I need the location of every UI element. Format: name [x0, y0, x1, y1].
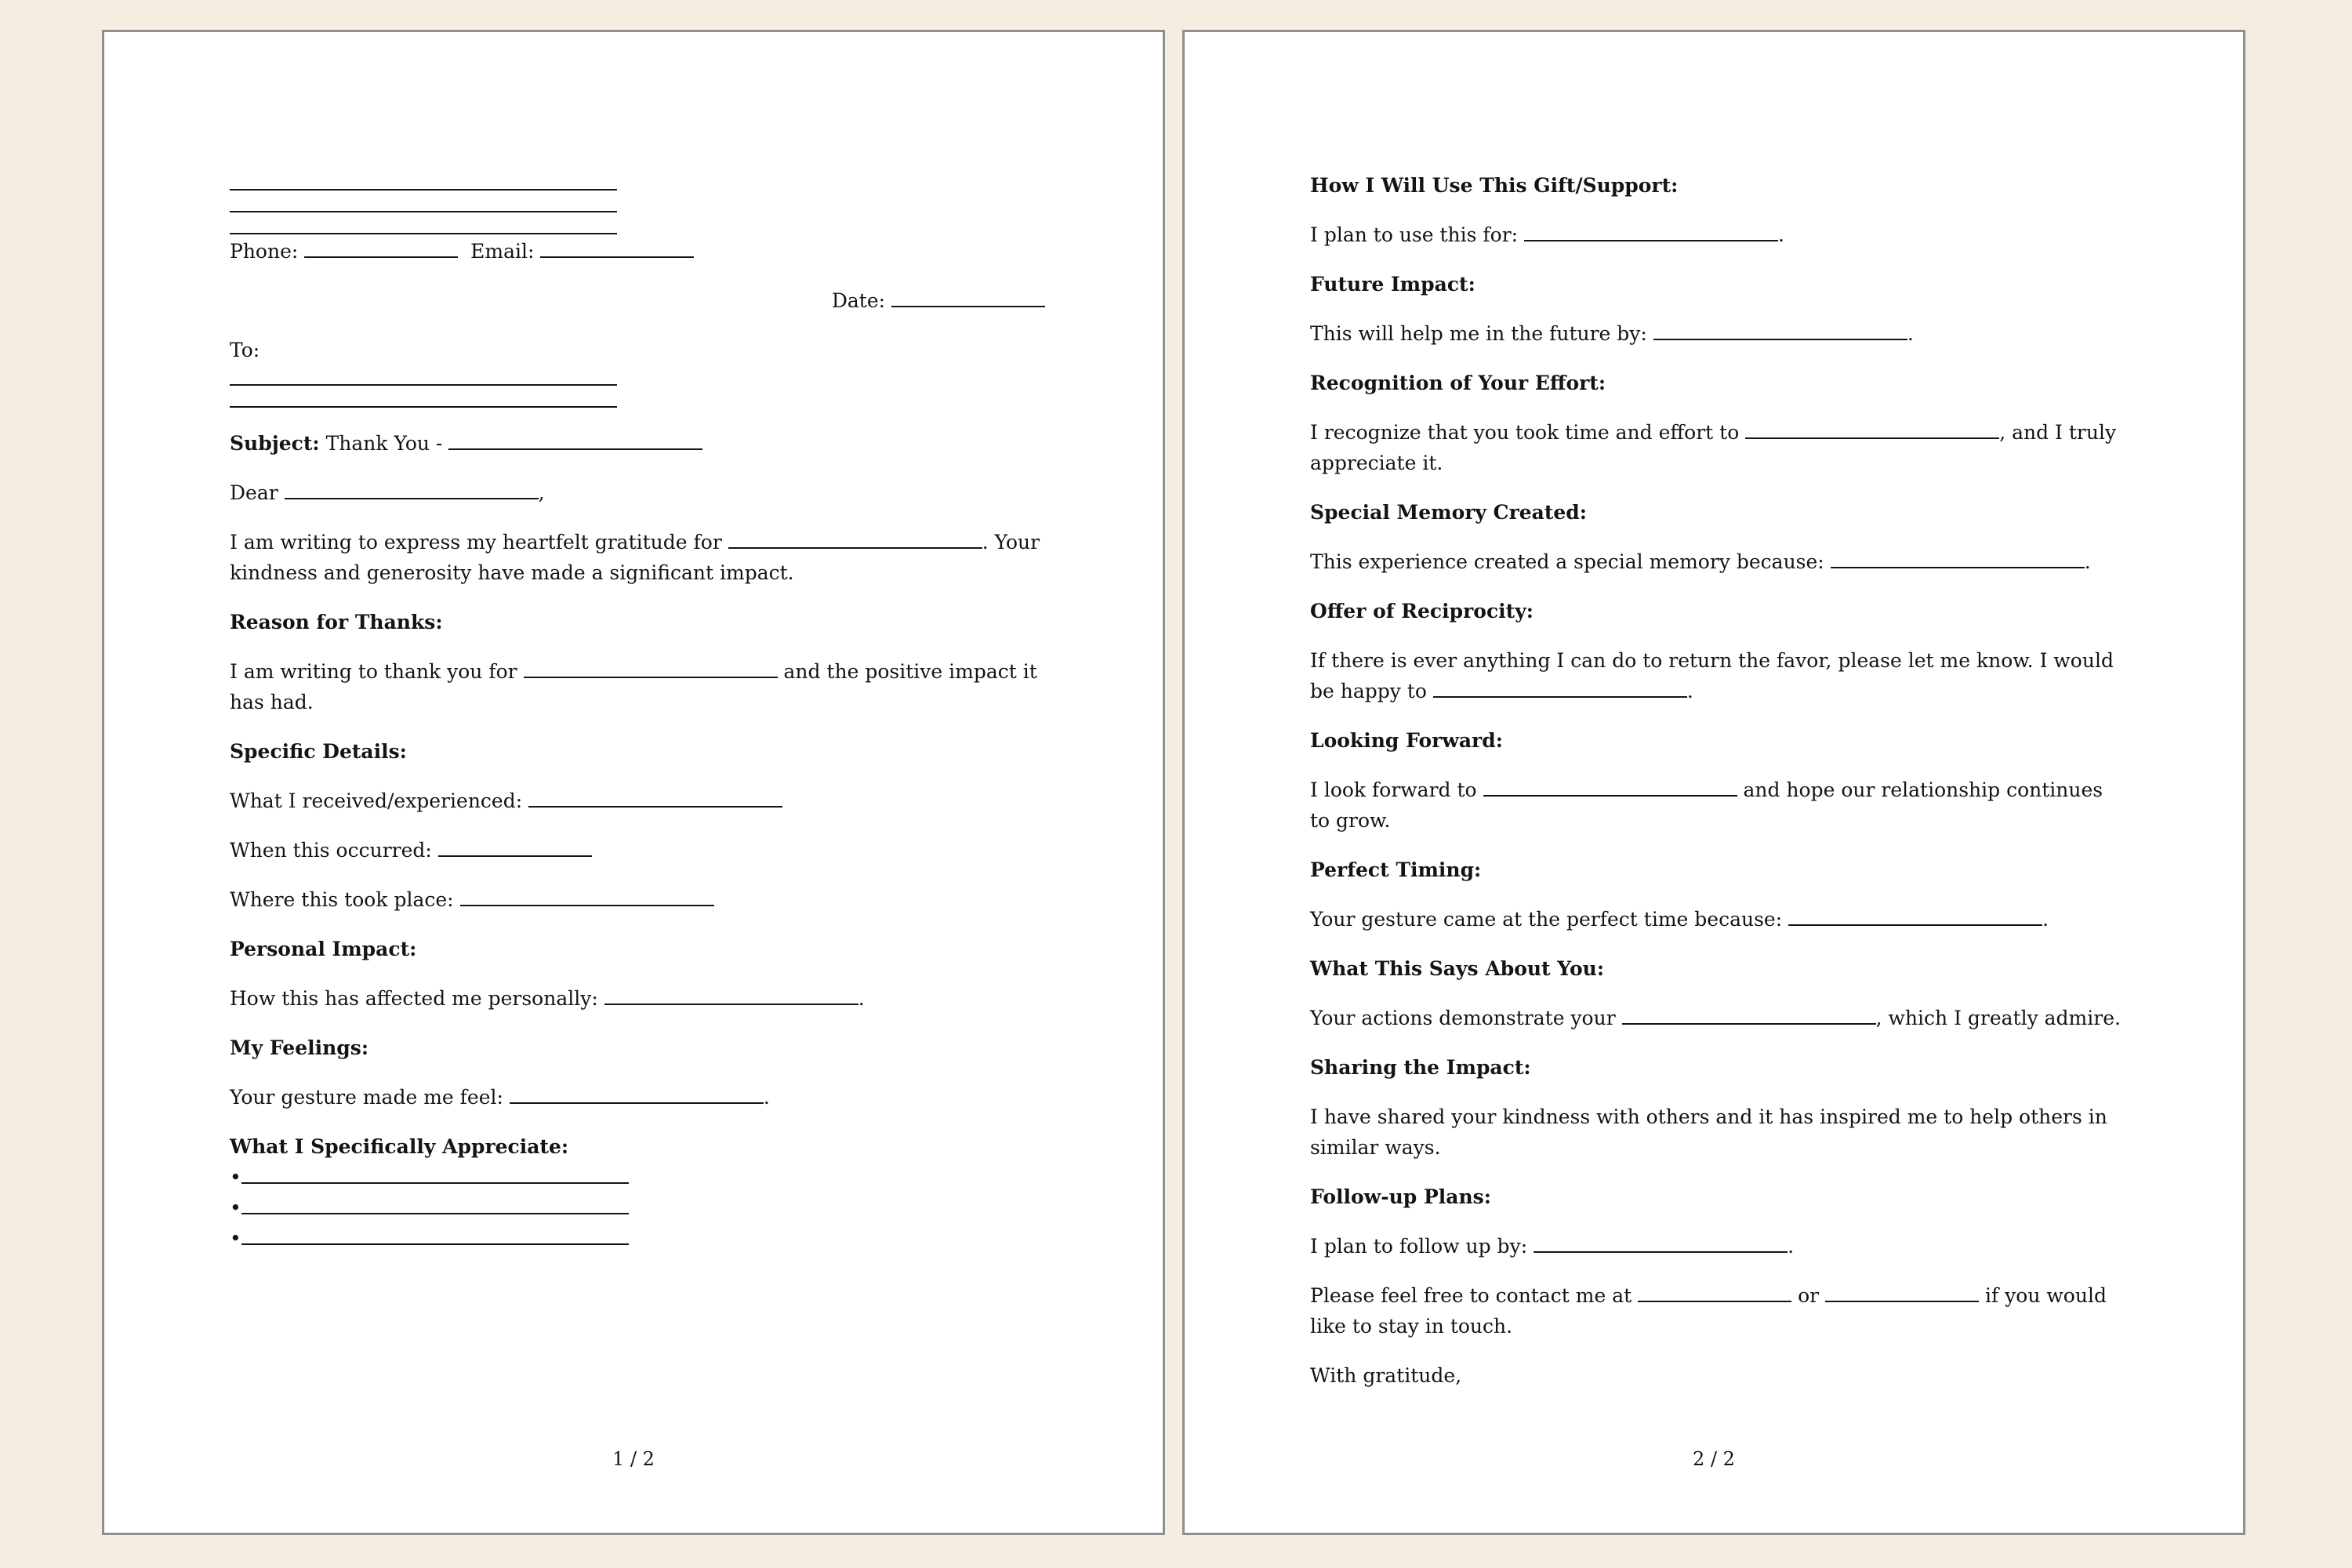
timing-blank[interactable]	[1788, 906, 2042, 926]
phone-blank[interactable]	[304, 238, 458, 258]
reason-blank[interactable]	[524, 658, 778, 678]
gratitude-text-end: . Your kindness and generosity have made a significant impact.	[230, 531, 1040, 584]
subject-label: Subject:	[230, 432, 320, 455]
future-blank[interactable]	[1653, 320, 1907, 340]
use-blank[interactable]	[1524, 221, 1778, 241]
reason-text: I am writing to thank you for	[230, 660, 517, 683]
feelings-text: Your gesture made me feel:	[230, 1086, 503, 1109]
sender-address	[230, 170, 1045, 236]
received-line	[230, 786, 1045, 816]
email-blank[interactable]	[540, 238, 694, 258]
contact-text-end: if you would like to stay in touch.	[1310, 1284, 2107, 1338]
page-2-content	[1310, 170, 2125, 1391]
timing-text: Your gesture came at the perfect time because:	[1310, 908, 1783, 931]
appreciate-blank-1[interactable]	[241, 1163, 629, 1184]
bullet-icon: •	[230, 1227, 241, 1250]
subject-blank[interactable]	[448, 430, 702, 450]
forward-text: I look forward to	[1310, 779, 1477, 801]
personal-text: How this has affected me personally:	[230, 987, 598, 1010]
phone-label: Phone:	[230, 240, 299, 263]
feelings-line	[230, 1082, 1045, 1112]
contact-text: Please feel free to contact me at	[1310, 1284, 1632, 1307]
effort-heading: Recognition of Your Effort:	[1310, 372, 1606, 394]
contact-paragraph	[1310, 1280, 2125, 1341]
where-label: Where this took place:	[230, 888, 454, 911]
forward-heading: Looking Forward:	[1310, 729, 1503, 752]
sharing-heading: Sharing the Impact:	[1310, 1056, 1531, 1079]
reciprocity-text: If there is ever anything I can do to return the favor, please let me know. I would be happy to	[1310, 649, 2114, 702]
personal-period: .	[858, 987, 865, 1010]
recipient-line-1-blank[interactable]	[230, 365, 617, 386]
gratitude-text: I am writing to express my heartfelt gratitude for	[230, 531, 722, 554]
closing-text: With gratitude,	[1310, 1364, 1462, 1387]
says-text-end: , which I greatly admire.	[1875, 1007, 2121, 1029]
sharing-text: I have shared your kindness with others and it has inspired me to help others in similar ways.	[1310, 1105, 2107, 1159]
document-page-2	[1182, 30, 2245, 1535]
appreciate-heading: What I Specifically Appreciate:	[230, 1135, 569, 1158]
contact-or: or	[1798, 1284, 1820, 1307]
personal-line	[230, 983, 1045, 1014]
contact-blank-1[interactable]	[1638, 1282, 1791, 1302]
followup-line	[1310, 1231, 2125, 1261]
use-text: I plan to use this for:	[1310, 223, 1519, 246]
memory-text: This experience created a special memory because:	[1310, 550, 1824, 573]
use-period: .	[1778, 223, 1784, 246]
address-line-1-blank[interactable]	[230, 170, 617, 191]
personal-blank[interactable]	[604, 985, 858, 1005]
personal-heading: Personal Impact:	[230, 938, 417, 960]
forward-blank[interactable]	[1483, 776, 1737, 797]
address-line-2-blank[interactable]	[230, 192, 617, 212]
received-label: What I received/experienced:	[230, 789, 523, 812]
use-heading: How I Will Use This Gift/Support:	[1310, 174, 1679, 197]
future-line	[1310, 318, 2125, 349]
memory-blank[interactable]	[1831, 548, 2085, 568]
date-label: Date:	[831, 289, 886, 312]
says-blank[interactable]	[1622, 1004, 1876, 1025]
when-label: When this occurred:	[230, 839, 432, 862]
appreciate-bullet-1	[230, 1162, 1045, 1192]
page-1-content	[230, 170, 1045, 1254]
when-blank[interactable]	[438, 837, 592, 857]
subject-text: Thank You -	[325, 432, 443, 455]
appreciate-blank-2[interactable]	[241, 1194, 629, 1214]
bullet-icon: •	[230, 1196, 241, 1219]
gratitude-blank[interactable]	[728, 528, 982, 549]
timing-line	[1310, 904, 2125, 935]
recipient-line-2-blank[interactable]	[230, 387, 617, 408]
memory-period: .	[2084, 550, 2091, 573]
subject-line	[230, 428, 1045, 459]
reciprocity-paragraph	[1310, 645, 2125, 706]
page-number: 2 / 2	[1693, 1448, 1735, 1470]
to-label: To:	[230, 339, 260, 361]
received-blank[interactable]	[528, 787, 782, 808]
effort-paragraph	[1310, 417, 2125, 478]
reciprocity-blank[interactable]	[1433, 677, 1687, 698]
reason-paragraph	[230, 656, 1045, 717]
reciprocity-period: .	[1686, 680, 1693, 702]
details-heading: Specific Details:	[230, 740, 407, 763]
address-line-3-blank[interactable]	[230, 214, 617, 234]
gratitude-paragraph	[230, 527, 1045, 588]
says-line	[1310, 1003, 2125, 1033]
feelings-blank[interactable]	[510, 1083, 764, 1104]
recipient-address	[230, 365, 1045, 409]
when-line	[230, 835, 1045, 866]
followup-blank[interactable]	[1534, 1232, 1788, 1253]
followup-heading: Follow-up Plans:	[1310, 1185, 1491, 1208]
document-page-1	[102, 30, 1165, 1535]
use-line	[1310, 220, 2125, 250]
effort-text: I recognize that you took time and effort to	[1310, 421, 1740, 444]
forward-paragraph	[1310, 775, 2125, 836]
where-blank[interactable]	[460, 886, 714, 906]
future-heading: Future Impact:	[1310, 273, 1475, 296]
followup-text: I plan to follow up by:	[1310, 1235, 1528, 1258]
says-text: Your actions demonstrate your	[1310, 1007, 1616, 1029]
forward-text-end: and hope our relationship continues to grow.	[1310, 779, 2103, 832]
salutation-comma: ,	[538, 481, 545, 504]
appreciate-bullet-2	[230, 1192, 1045, 1223]
dear-text: Dear	[230, 481, 278, 504]
followup-period: .	[1788, 1235, 1795, 1258]
timing-period: .	[2042, 908, 2049, 931]
contact-blank-2[interactable]	[1825, 1282, 1979, 1302]
recipient-name-blank[interactable]	[285, 479, 539, 499]
timing-heading: Perfect Timing:	[1310, 858, 1482, 881]
feelings-period: .	[763, 1086, 770, 1109]
salutation	[230, 477, 1045, 508]
page-number: 1 / 2	[612, 1448, 655, 1470]
reciprocity-heading: Offer of Reciprocity:	[1310, 600, 1534, 622]
future-text: This will help me in the future by:	[1310, 322, 1647, 345]
effort-text-end: , and I truly appreciate it.	[1310, 421, 2117, 474]
feelings-heading: My Feelings:	[230, 1036, 369, 1059]
contact-line	[230, 236, 1045, 267]
date-line	[230, 285, 1045, 316]
email-label: Email:	[470, 240, 535, 263]
appreciate-blank-3[interactable]	[241, 1225, 629, 1245]
memory-line	[1310, 546, 2125, 577]
memory-heading: Special Memory Created:	[1310, 501, 1588, 524]
says-heading: What This Says About You:	[1310, 957, 1605, 980]
where-line	[230, 884, 1045, 915]
date-blank[interactable]	[891, 287, 1045, 307]
future-period: .	[1907, 322, 1914, 345]
effort-blank[interactable]	[1745, 419, 1999, 439]
reason-text-end: and the positive impact it has had.	[230, 660, 1037, 713]
appreciate-bullet-3	[230, 1223, 1045, 1254]
bullet-icon: •	[230, 1166, 241, 1189]
reason-heading: Reason for Thanks:	[230, 611, 443, 633]
